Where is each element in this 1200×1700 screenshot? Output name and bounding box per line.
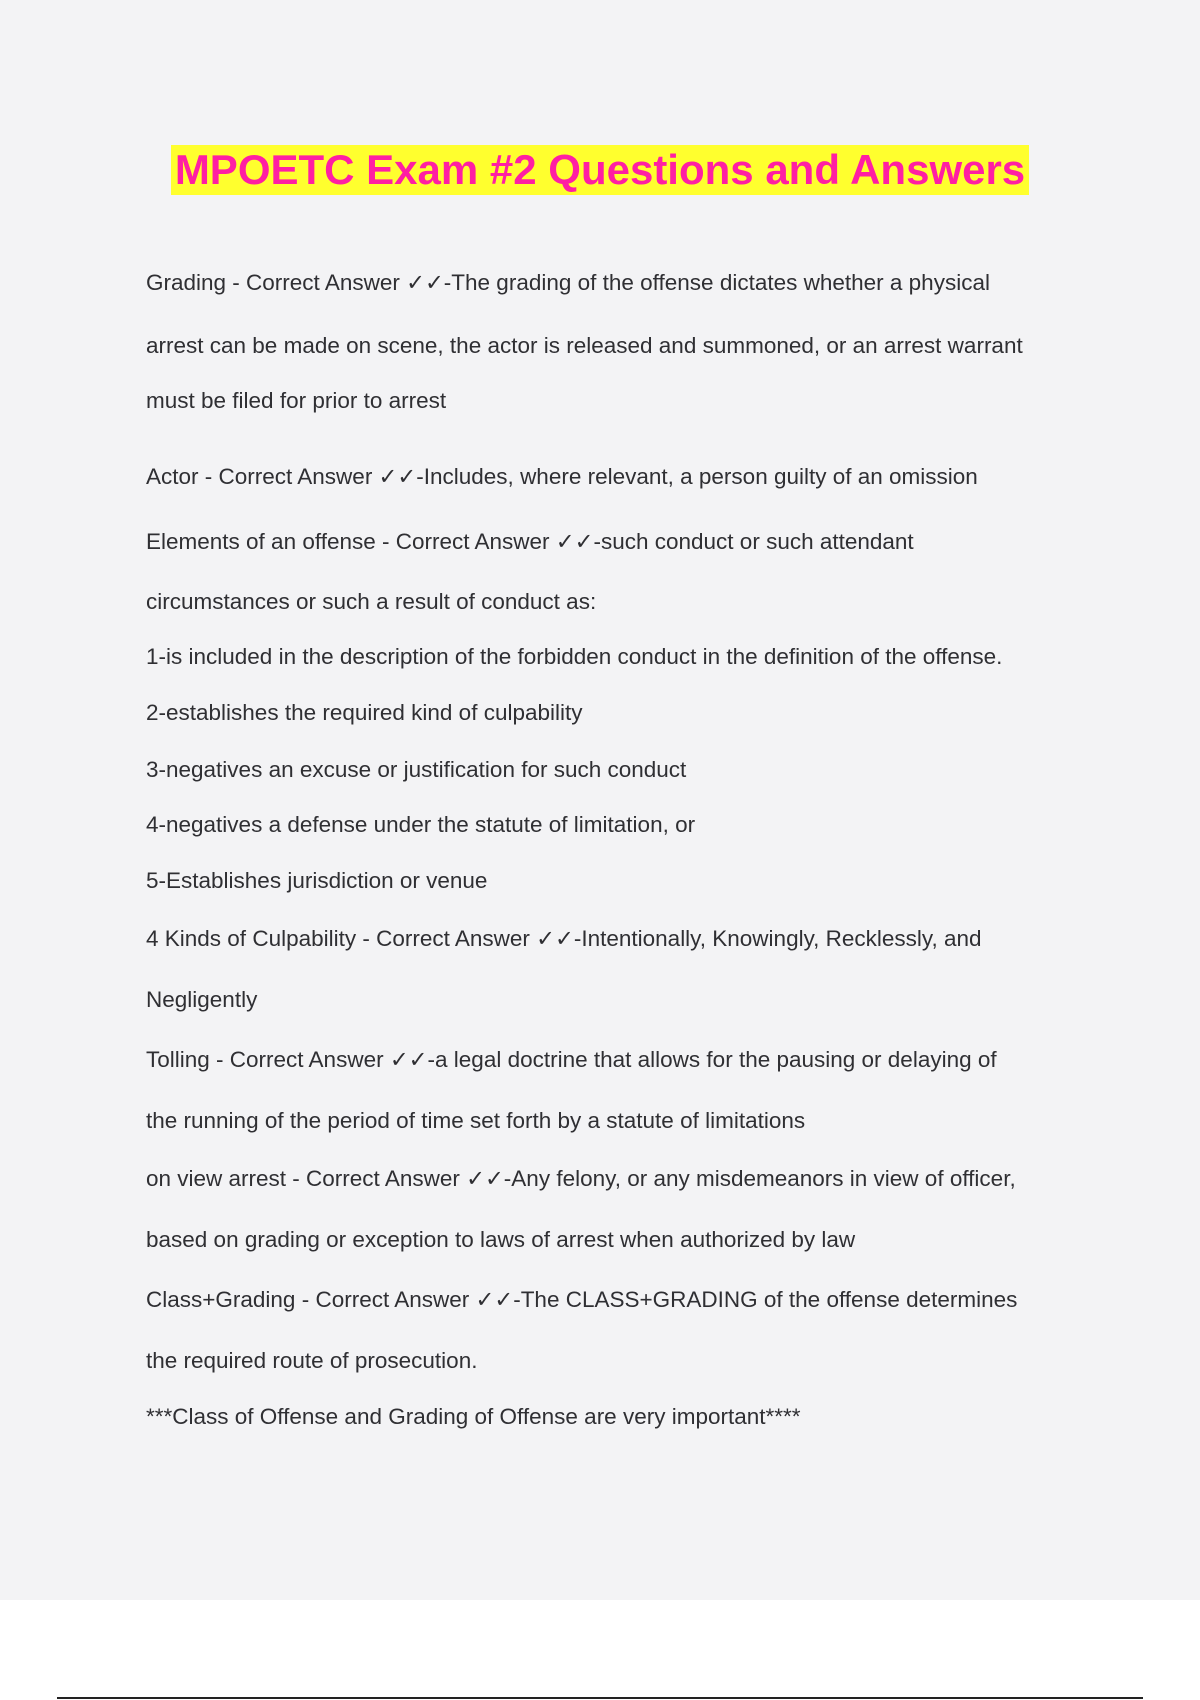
text-line: 2-establishes the required kind of culpability xyxy=(146,700,583,725)
text-line: Class+Grading - Correct Answer ✓✓-The CLASS+GRADING of the offense determines xyxy=(146,1287,1018,1312)
text-line: the required route of prosecution. xyxy=(146,1348,478,1373)
text-line: ***Class of Offense and Grading of Offense are very important**** xyxy=(146,1404,801,1429)
text-line: must be filed for prior to arrest xyxy=(146,388,447,413)
title-wrapper xyxy=(0,145,1200,195)
text-line: on view arrest - Correct Answer ✓✓-Any felony, or any misdemeanors in view of officer, xyxy=(146,1166,1016,1191)
text-line: 5-Establishes jurisdiction or venue xyxy=(146,868,488,893)
text-line: 1-is included in the description of the forbidden conduct in the definition of the offense. xyxy=(146,644,1003,669)
text-line: Elements of an offense - Correct Answer ✓✓-such conduct or such attendant xyxy=(146,529,914,554)
page-title: MPOETC Exam #2 Questions and Answers xyxy=(171,145,1029,195)
text-line: Actor - Correct Answer ✓✓-Includes, where relevant, a person guilty of an omission xyxy=(146,464,978,489)
text-line: Tolling - Correct Answer ✓✓-a legal doctrine that allows for the pausing or delaying of xyxy=(146,1047,997,1072)
text-line: Grading - Correct Answer ✓✓-The grading of the offense dictates whether a physical xyxy=(146,270,990,295)
text-line: 4-negatives a defense under the statute of limitation, or xyxy=(146,812,696,837)
text-line: based on grading or exception to laws of arrest when authorized by law xyxy=(146,1227,856,1252)
bottom-divider xyxy=(57,1697,1143,1699)
text-line: Negligently xyxy=(146,987,258,1012)
text-line: 4 Kinds of Culpability - Correct Answer ✓✓-Intentionally, Knowingly, Recklessly, and xyxy=(146,926,982,951)
text-line: the running of the period of time set forth by a statute of limitations xyxy=(146,1108,806,1133)
text-line: 3-negatives an excuse or justification for such conduct xyxy=(146,757,687,782)
text-line: arrest can be made on scene, the actor is released and summoned, or an arrest warrant xyxy=(146,333,1023,358)
text-line: circumstances or such a result of conduct as: xyxy=(146,589,597,614)
